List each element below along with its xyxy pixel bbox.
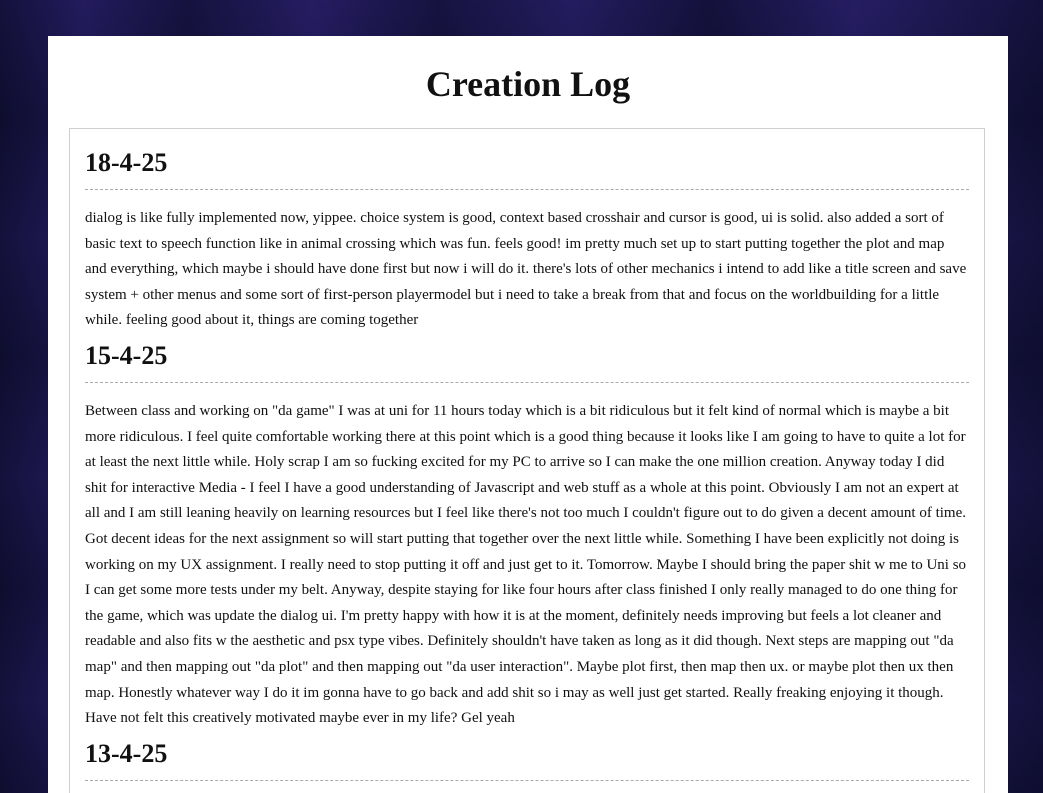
entry-date: 18-4-25 (85, 147, 969, 190)
log-entry (85, 738, 969, 781)
entry-text: dialog is like fully implemented now, yippee. choice system is good, context based crosshair and cursor is good, ui is solid. also added a sort of basic text to speech function like in animal crossing which was fun. feels good! im pretty much set up to start putting together the plot and map and everything, which maybe i should have done first but now i will do it. there's lots of other mechanics i intend to add like a title screen and save system + other menus and some sort of first-person playermodel but i need to take a break from that and focus on the worldbuilding for a little while. feeling good about it, things are coming together (85, 210, 967, 329)
log-entries-container[interactable] (69, 128, 985, 793)
page-title: Creation Log (425, 64, 631, 104)
log-entry (85, 340, 969, 732)
entry-date: 13-4-25 (85, 738, 969, 781)
entry-date: 15-4-25 (85, 340, 969, 383)
entry-text: Between class and working on "da game" I was at uni for 11 hours today which is a bit ridiculous but it felt kind of normal which is maybe a bit more ridiculous. I feel quite comfortable working there at this point which is a good thing because it looks like I am going to have to quite a lot for at least the next little while. Holy scrap I am so fucking excited for my PC to arrive so I can make the one million creation. Anyway today I did shit for interactive Media - I feel I have a good understanding of Javascript and web stuff as a whole at this point. Obviously I am not an expert at all and I am still leaning heavily on learning resources but I feel like there's not too much I couldn't figure out to do given a decent amount of time. Got decent ideas for the next assignment so will start putting that together over the next little while. Something I have been explicitly not doing is working on my UX assignment. I really need to stop putting it off and just get to it. Tomorrow. Maybe I should bring the paper shit w me to Uni so I can get some more tests under my belt. Anyway, despite staying for like four hours after class finished I only really managed to do one thing for the game, which was update the dialog ui. I'm pretty happy with how it is at the moment, definitely needs improving but feels a lot cleaner and readable and also fits w the aesthetic and psx type vibes. Definitely shouldn't have taken as long as it did though. Next steps are mapping out "da map" and then mapping out "da plot" and then mapping out "da user interaction". Maybe plot first, then map then ux. or maybe plot then ux then map. Honestly whatever way I do it im gonna have to go back and add shit so i may as well just get started. Really freaking enjoying it though. Have not felt this creatively motivated maybe ever in my life? Gel yeah (85, 402, 967, 727)
creation-log-page (48, 36, 1008, 793)
log-entry (85, 147, 969, 334)
